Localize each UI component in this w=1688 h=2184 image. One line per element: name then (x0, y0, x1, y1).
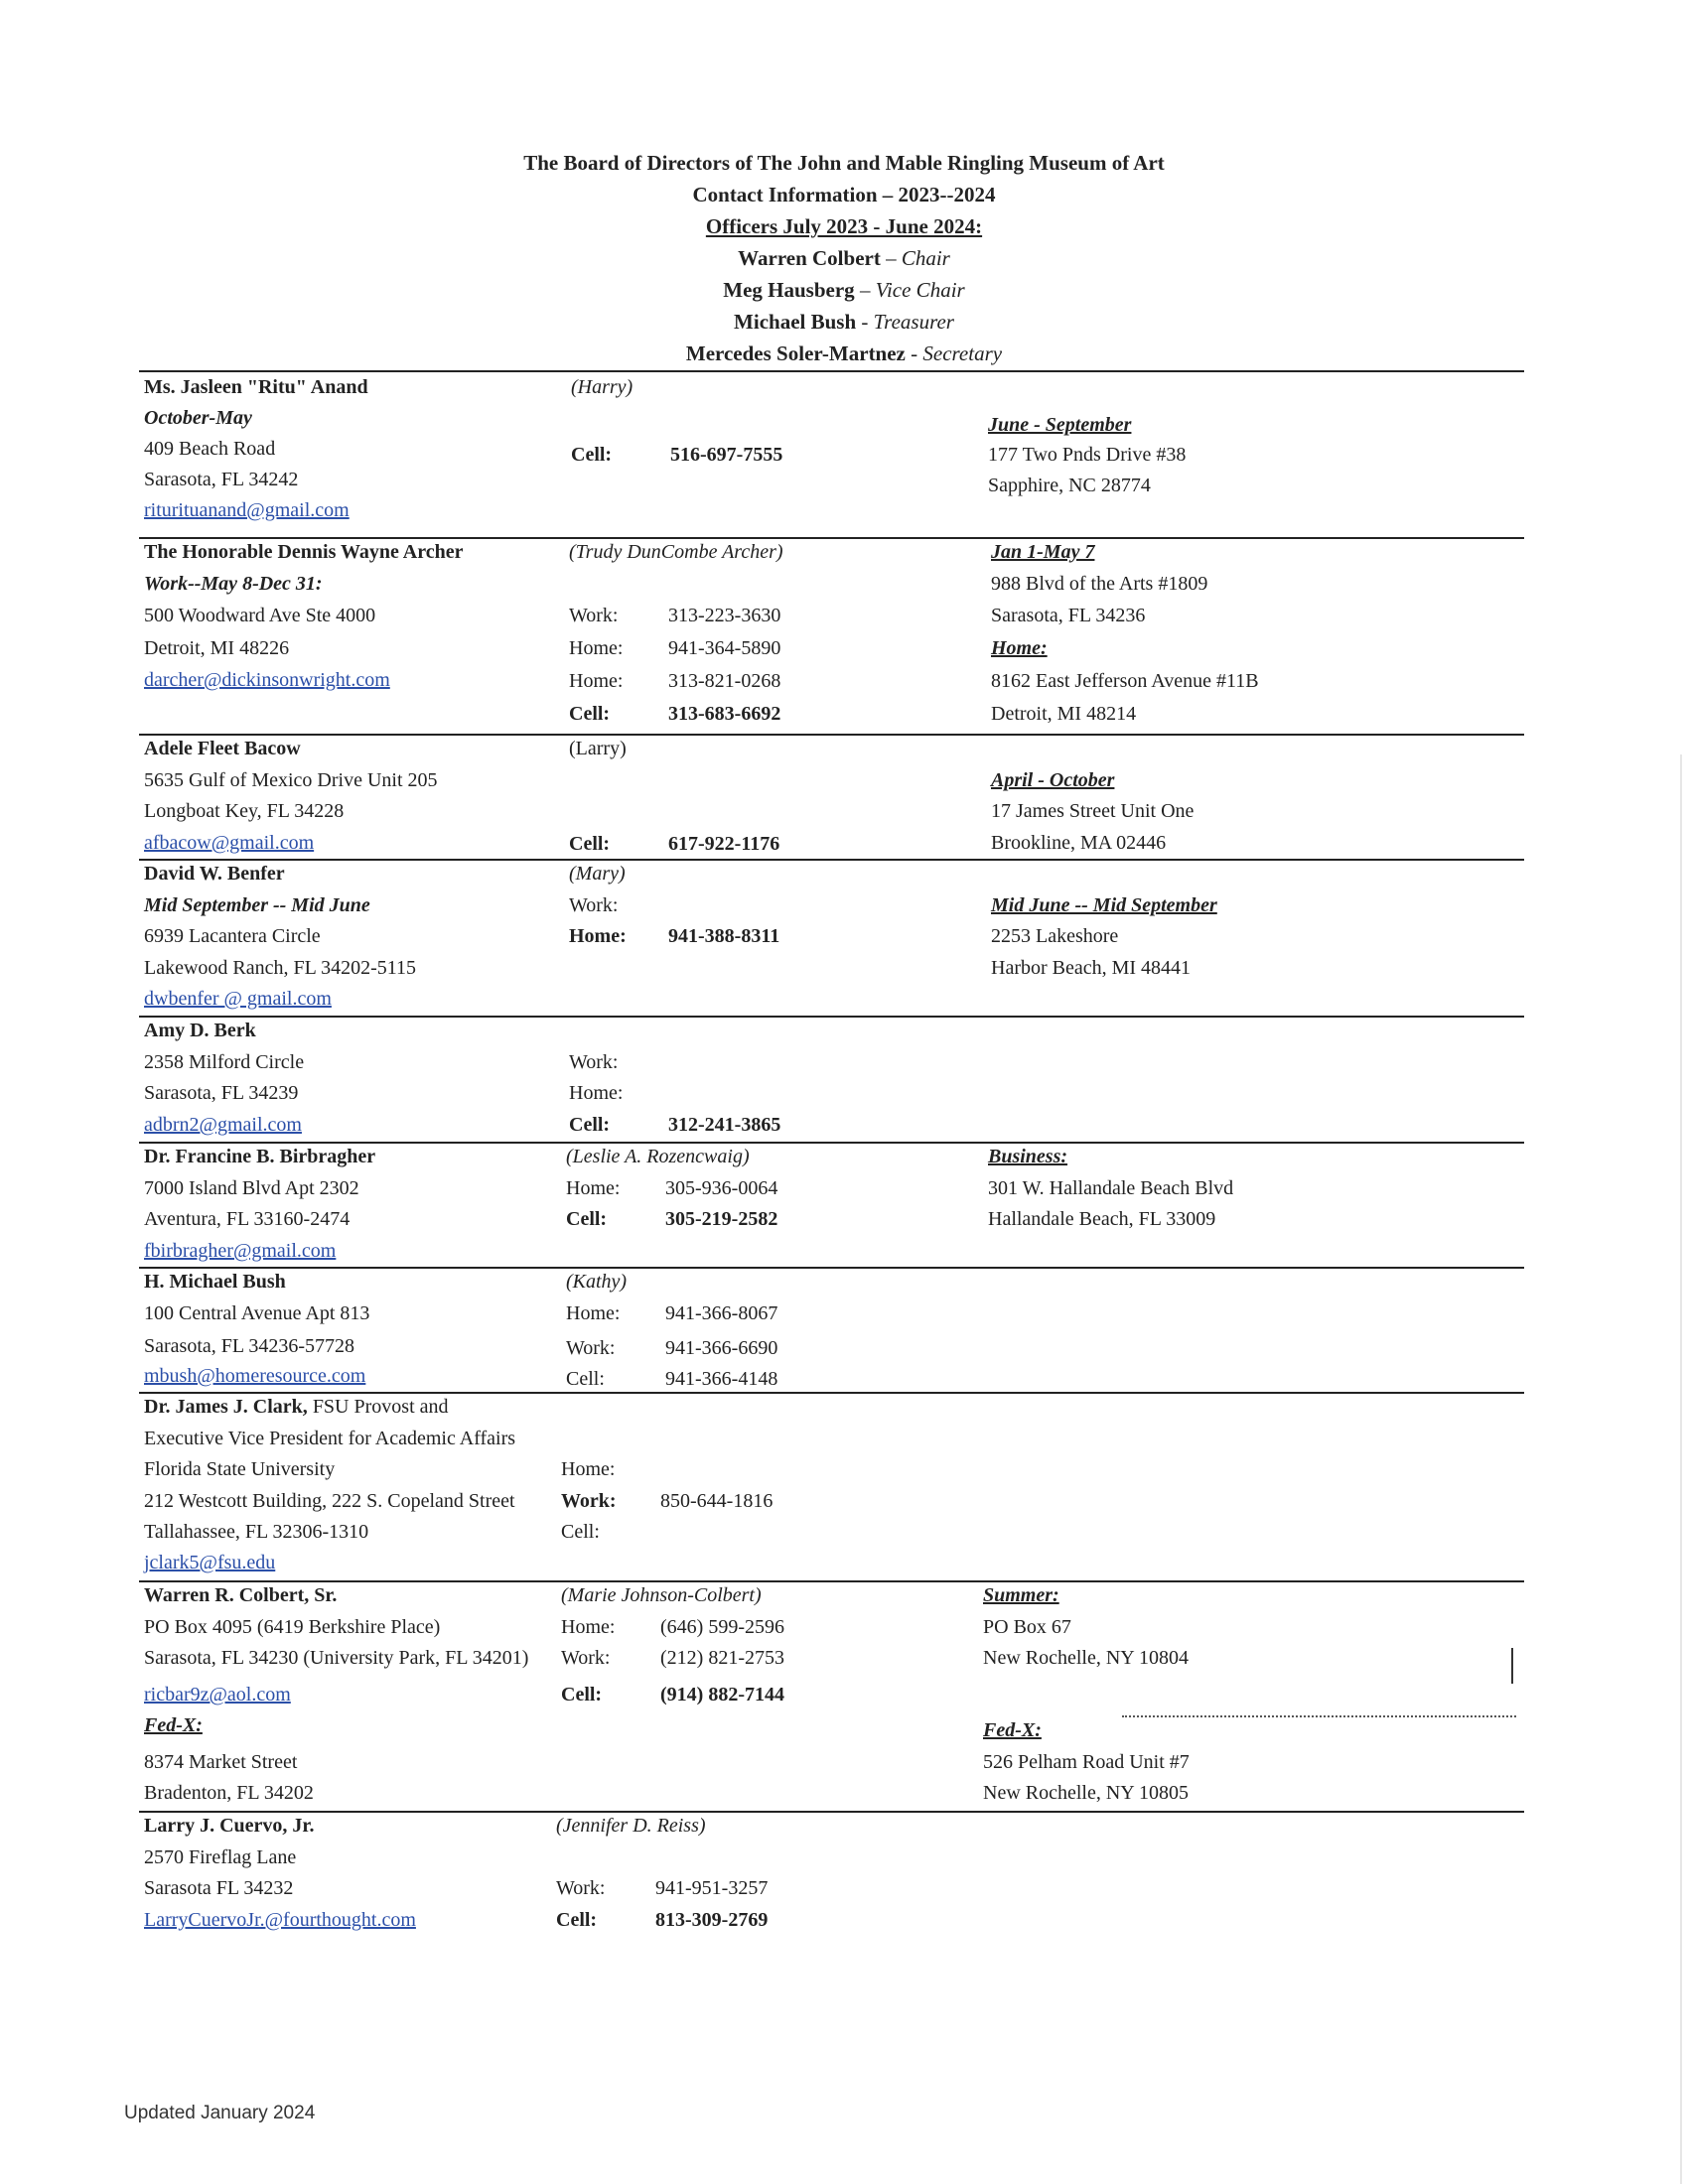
alt-address-line: New Rochelle, NY 10805 (983, 1782, 1189, 1804)
address-line-text: 500 Woodward Ave Ste 4000 (144, 605, 376, 626)
email-link[interactable] (144, 830, 314, 856)
contact-entry (139, 537, 1524, 736)
spouse-name: (Jennifer D. Reiss) (556, 1815, 706, 1837)
phone-number: 516-697-7555 (670, 444, 783, 466)
email-link-text: mbush@homeresource.com (144, 1365, 366, 1387)
phone-number: 941-364-5890 (668, 637, 781, 659)
email-link[interactable] (144, 1682, 291, 1707)
season-label (144, 571, 323, 597)
member-name-text: Amy D. Berk (144, 1020, 256, 1041)
phone-label: Cell: (566, 1208, 608, 1230)
address-line (144, 1456, 335, 1482)
alt-address-heading: Home: (991, 637, 1048, 659)
email-link[interactable] (144, 1907, 416, 1933)
dotted-separator (1122, 1715, 1516, 1717)
address-line-text: 8374 Market Street (144, 1751, 298, 1773)
address-line-text: Lakewood Ranch, FL 34202-5115 (144, 957, 417, 979)
address-line (144, 955, 416, 981)
address-line-text: 5635 Gulf of Mexico Drive Unit 205 (144, 769, 438, 791)
address-line (144, 1206, 350, 1232)
contact-entry (139, 1267, 1524, 1394)
member-name (144, 539, 464, 565)
alt-address-line: 301 W. Hallandale Beach Blvd (988, 1177, 1234, 1199)
email-link[interactable] (144, 1238, 336, 1264)
phone-label: Home: (569, 670, 624, 692)
address-line (144, 1519, 368, 1545)
phone-label: Home: (566, 1302, 621, 1324)
phone-label: Work: (569, 605, 619, 626)
officer-treasurer: Michael Bush - Treasurer (734, 310, 954, 334)
contact-entry (139, 1142, 1524, 1269)
spouse-name: (Harry) (571, 376, 633, 398)
alt-address-line: Brookline, MA 02446 (991, 832, 1167, 854)
email-link[interactable] (144, 1363, 365, 1389)
phone-number: 813-309-2769 (655, 1909, 769, 1931)
member-name-text: Warren R. Colbert, Sr. (144, 1584, 338, 1606)
member-name (144, 374, 368, 400)
email-link-text: afbacow@gmail.com (144, 832, 315, 854)
phone-label: Home: (569, 925, 627, 947)
address-line-text: Sarasota, FL 34230 (University Park, FL 34201) (144, 1647, 529, 1669)
address-line-text: 2358 Milford Circle (144, 1051, 305, 1073)
phone-label: Work: (561, 1490, 617, 1512)
member-name (144, 1582, 337, 1608)
address-line (144, 1875, 293, 1901)
contact-entry (139, 370, 1524, 539)
alt-address-heading: Fed-X: (983, 1719, 1042, 1741)
alt-address-heading: Jan 1-May 7 (991, 541, 1095, 563)
email-link-text: adbrn2@gmail.com (144, 1114, 302, 1136)
address-line-text: 212 Westcott Building, 222 S. Copeland Street (144, 1490, 515, 1512)
phone-number: 941-366-8067 (665, 1302, 778, 1324)
contact-entry (139, 1580, 1524, 1813)
phone-label: Cell: (569, 1114, 611, 1136)
alt-address-line: 988 Blvd of the Arts #1809 (991, 573, 1208, 595)
member-name (144, 1269, 286, 1295)
spouse-name: (Larry) (569, 738, 627, 759)
officers-heading: Officers July 2023 - June 2024: (705, 214, 983, 238)
member-name (144, 1813, 314, 1839)
email-link[interactable] (144, 497, 350, 523)
member-name (144, 1018, 256, 1043)
phone-label: Work: (561, 1647, 611, 1669)
officer-chair: Warren Colbert – Chair (738, 246, 950, 270)
contact-entry (139, 1811, 1524, 1931)
alt-address-heading: April - October (991, 769, 1115, 791)
phone-number: 617-922-1176 (668, 833, 780, 855)
alt-address-line: Hallandale Beach, FL 33009 (988, 1208, 1216, 1230)
phone-number: (914) 882-7144 (660, 1684, 784, 1706)
alt-address-heading: Summer: (983, 1584, 1059, 1606)
phone-number: 313-821-0268 (668, 670, 781, 692)
phone-label: Cell: (556, 1909, 598, 1931)
phone-label: Cell: (561, 1684, 603, 1706)
address-line (144, 1844, 296, 1870)
member-name-text: H. Michael Bush (144, 1271, 286, 1293)
email-link[interactable] (144, 1112, 302, 1138)
email-link-text: jclark5@fsu.edu (144, 1552, 276, 1573)
phone-number: (212) 821-2753 (660, 1647, 784, 1669)
phone-number: 941-951-3257 (655, 1877, 769, 1899)
phone-number: 941-388-8311 (668, 925, 780, 947)
alt-address-line: Harbor Beach, MI 48441 (991, 957, 1192, 979)
address-line-text: Executive Vice President for Academic Affairs (144, 1428, 516, 1449)
contact-entry (139, 1392, 1524, 1582)
email-link[interactable] (144, 667, 390, 693)
email-link-text: dwbenfer @ gmail.com (144, 988, 332, 1010)
season-label-text: Mid September -- Mid June (144, 894, 370, 916)
phone-label: Home: (569, 637, 624, 659)
margin-mark (1511, 1648, 1513, 1684)
address-line-text: Sarasota, FL 34239 (144, 1082, 299, 1104)
address-line-text: PO Box 4095 (6419 Berkshire Place) (144, 1616, 441, 1638)
email-link-text: darcher@dickinsonwright.com (144, 669, 390, 691)
address-line-text: Aventura, FL 33160-2474 (144, 1208, 351, 1230)
alt-address-line: Sapphire, NC 28774 (988, 475, 1151, 496)
address-line-text: 6939 Lacantera Circle (144, 925, 321, 947)
address-line (144, 603, 375, 628)
spouse-name: (Kathy) (566, 1271, 628, 1293)
alt-address-line: 17 James Street Unit One (991, 800, 1195, 822)
officer-secretary: Mercedes Soler-Martnez - Secretary (685, 341, 1003, 365)
address-line (144, 1333, 354, 1359)
address-line (144, 436, 275, 462)
contact-entry (139, 1016, 1524, 1144)
address-line-text: Sarasota, FL 34236-57728 (144, 1335, 355, 1357)
alt-address-heading: June - September (988, 414, 1132, 436)
phone-number: 305-219-2582 (665, 1208, 778, 1230)
address-line-text: 409 Beach Road (144, 438, 276, 460)
alt-address-line: 2253 Lakeshore (991, 925, 1119, 947)
address-line-text: Sarasota, FL 34242 (144, 469, 299, 490)
address-line (144, 1488, 515, 1514)
phone-label: Home: (566, 1177, 621, 1199)
phone-label: Cell: (569, 703, 611, 725)
spouse-name: (Leslie A. Rozencwaig) (566, 1146, 750, 1167)
spouse-name: (Marie Johnson-Colbert) (561, 1584, 762, 1606)
phone-label: Home: (569, 1082, 624, 1104)
alt-address-line: New Rochelle, NY 10804 (983, 1647, 1189, 1669)
address-line (144, 1049, 304, 1075)
address-line (144, 1175, 359, 1201)
contact-entry (139, 734, 1524, 861)
address-line-text: Longboat Key, FL 34228 (144, 800, 345, 822)
season-label (144, 892, 370, 918)
address-line (144, 767, 438, 793)
phone-number: 850-644-1816 (660, 1490, 774, 1512)
member-name-text: Ms. Jasleen "Ritu" Anand (144, 376, 368, 398)
address-line (144, 1780, 314, 1806)
season-label (144, 405, 252, 431)
address-line (144, 798, 344, 824)
address-line (144, 467, 298, 492)
phone-label: Work: (556, 1877, 606, 1899)
phone-label: Work: (566, 1337, 616, 1359)
address-line (144, 923, 321, 949)
member-name-text: David W. Benfer (144, 863, 285, 885)
phone-label: Home: (561, 1458, 616, 1480)
member-name-text: The Honorable Dennis Wayne Archer (144, 541, 464, 563)
alt-address-line: 177 Two Pnds Drive #38 (988, 444, 1187, 466)
phone-label: Home: (561, 1616, 616, 1638)
footer-updated: Updated January 2024 (124, 2103, 316, 2123)
address-line-text: Tallahassee, FL 32306-1310 (144, 1521, 369, 1543)
spouse-name: (Mary) (569, 863, 626, 885)
address-line (144, 1645, 528, 1671)
phone-number: 313-683-6692 (668, 703, 781, 725)
phone-label: Cell: (566, 1368, 605, 1390)
member-name-text: Dr. Francine B. Birbragher (144, 1146, 376, 1167)
member-name (144, 736, 301, 761)
email-link[interactable] (144, 1550, 275, 1575)
season-label-text: Work--May 8-Dec 31: (144, 573, 323, 595)
spouse-name: (Trudy DunCombe Archer) (569, 541, 783, 563)
address-line (144, 1749, 297, 1775)
member-name (144, 1144, 375, 1169)
contact-entry (139, 859, 1524, 1018)
phone-number: 313-223-3630 (668, 605, 781, 626)
alt-address-line: PO Box 67 (983, 1616, 1071, 1638)
address-line-text: 7000 Island Blvd Apt 2302 (144, 1177, 359, 1199)
address-line-text: Detroit, MI 48226 (144, 637, 290, 659)
address-heading-text: Fed-X: (144, 1714, 203, 1736)
season-label-text: October-May (144, 407, 252, 429)
phone-number: 941-366-4148 (665, 1368, 778, 1390)
member-name (144, 861, 285, 887)
member-name-text: Adele Fleet Bacow (144, 738, 301, 759)
document-title: The Board of Directors of The John and Mable Ringling Museum of Art (523, 151, 1165, 175)
alt-address-line: Sarasota, FL 34236 (991, 605, 1146, 626)
phone-label: Work: (569, 1051, 619, 1073)
member-name (144, 1394, 449, 1420)
phone-number: 305-936-0064 (665, 1177, 778, 1199)
email-link-text: LarryCuervoJr.@fourthought.com (144, 1909, 416, 1931)
phone-number: (646) 599-2596 (660, 1616, 784, 1638)
address-heading (144, 1712, 203, 1738)
address-line-text: Florida State University (144, 1458, 336, 1480)
address-line (144, 1300, 369, 1326)
address-line-text: 2570 Fireflag Lane (144, 1846, 297, 1868)
alt-address-heading: Mid June -- Mid September (991, 894, 1217, 916)
alt-address-line: Detroit, MI 48214 (991, 703, 1137, 725)
email-link-text: ricbar9z@aol.com (144, 1684, 291, 1706)
phone-label: Cell: (561, 1521, 600, 1543)
phone-number: 312-241-3865 (668, 1114, 781, 1136)
alt-address-line: 526 Pelham Road Unit #7 (983, 1751, 1190, 1773)
phone-number: 941-366-6690 (665, 1337, 778, 1359)
member-title-text: FSU Provost and (307, 1396, 449, 1418)
phone-label: Cell: (571, 444, 613, 466)
address-line (144, 635, 289, 661)
address-line-text: Sarasota FL 34232 (144, 1877, 294, 1899)
scan-edge (1680, 754, 1682, 2184)
member-name-text: Dr. James J. Clark, (144, 1396, 308, 1418)
email-link-text: rituritu​anand@gmail.com (144, 499, 350, 521)
address-line-text: Bradenton, FL 34202 (144, 1782, 314, 1804)
email-link[interactable] (144, 986, 332, 1012)
address-line (144, 1080, 298, 1106)
address-line (144, 1426, 515, 1451)
alt-address-heading: Business: (988, 1146, 1068, 1167)
officer-vice-chair: Meg Hausberg – Vice Chair (723, 278, 965, 302)
document-subtitle: Contact Information – 2023--2024 (692, 183, 996, 206)
phone-label: Work: (569, 894, 619, 916)
alt-address-line: 8162 East Jefferson Avenue #11B (991, 670, 1259, 692)
phone-label: Cell: (569, 833, 611, 855)
address-line-text: 100 Central Avenue Apt 813 (144, 1302, 370, 1324)
member-name-text: Larry J. Cuervo, Jr. (144, 1815, 315, 1837)
address-line (144, 1614, 440, 1640)
email-link-text: fbirbragher@gmail.com (144, 1240, 337, 1262)
